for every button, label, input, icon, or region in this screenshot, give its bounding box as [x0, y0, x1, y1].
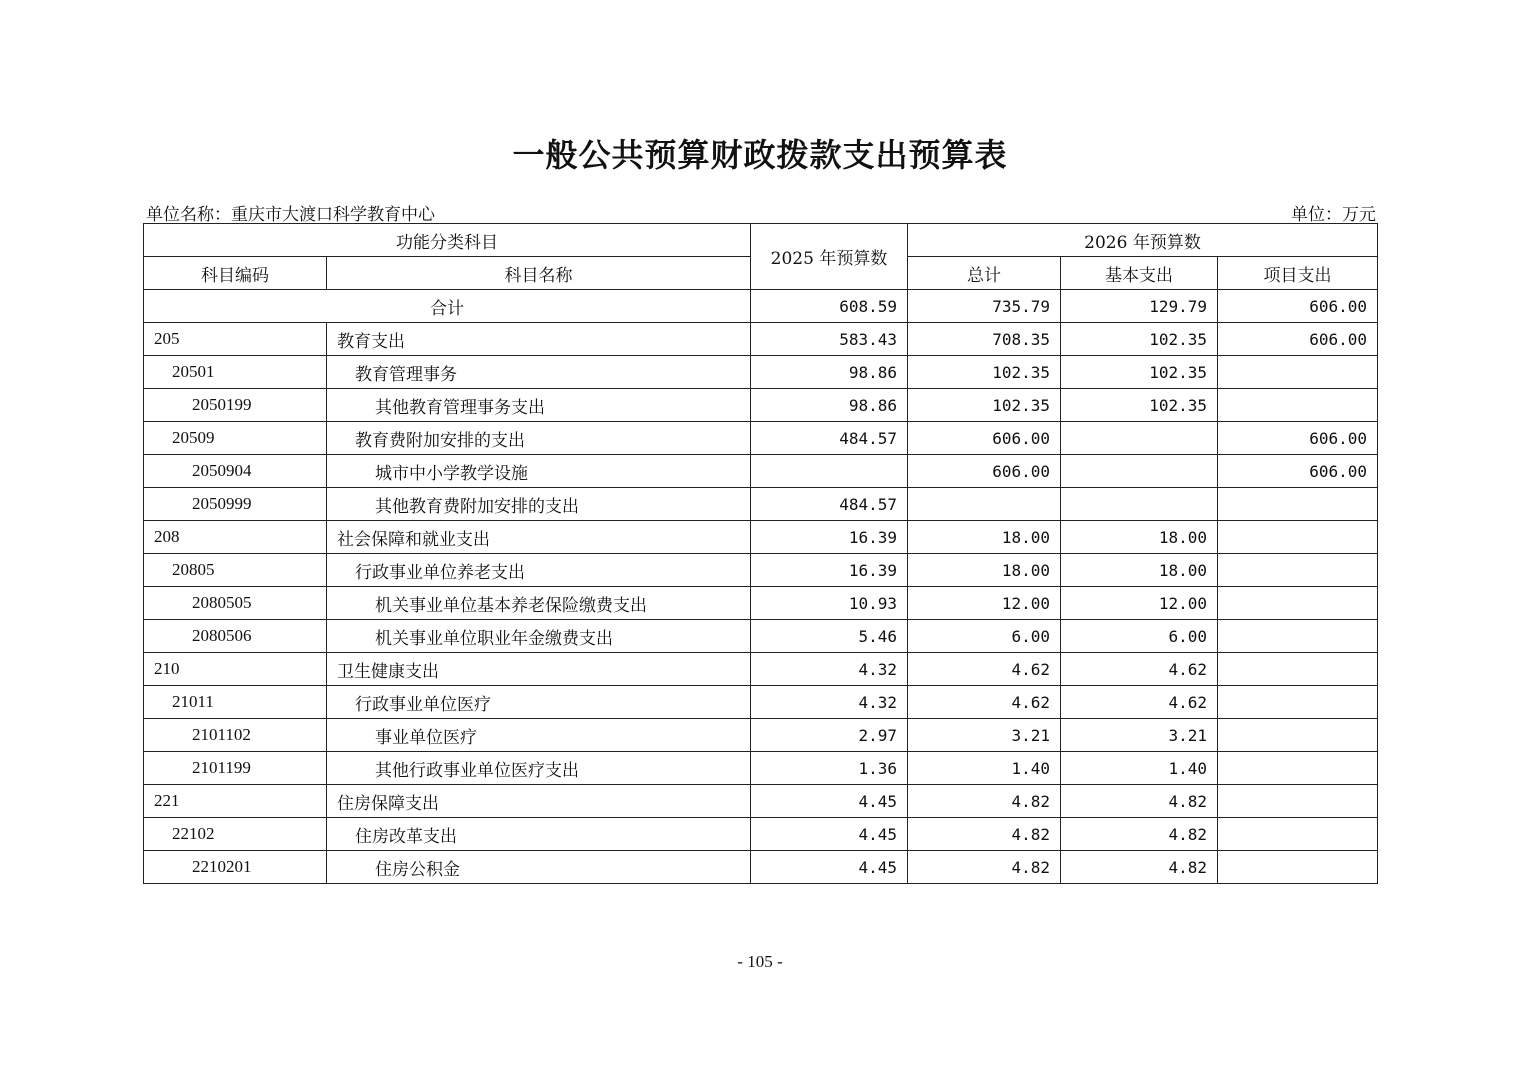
row-code: 208	[144, 521, 327, 554]
row-project	[1218, 389, 1378, 422]
row-b2025: 16.39	[751, 554, 908, 587]
total-project: 606.00	[1218, 290, 1378, 323]
row-code: 2050999	[144, 488, 327, 521]
row-total: 4.62	[908, 686, 1061, 719]
row-name: 住房公积金	[327, 851, 751, 884]
row-basic: 18.00	[1061, 554, 1218, 587]
row-project	[1218, 653, 1378, 686]
row-code: 20805	[144, 554, 327, 587]
table-row	[144, 488, 1378, 521]
row-code: 2210201	[144, 851, 327, 884]
row-project	[1218, 686, 1378, 719]
row-name: 教育支出	[327, 323, 751, 356]
table-row	[144, 752, 1378, 785]
row-project	[1218, 851, 1378, 884]
total-b2025: 608.59	[751, 290, 908, 323]
row-project	[1218, 488, 1378, 521]
row-code: 2080506	[144, 620, 327, 653]
unit-label: 单位：万元	[1291, 205, 1376, 225]
row-basic: 4.62	[1061, 653, 1218, 686]
row-b2025	[751, 455, 908, 488]
row-basic: 6.00	[1061, 620, 1218, 653]
row-project	[1218, 356, 1378, 389]
row-total: 606.00	[908, 455, 1061, 488]
header-project: 项目支出	[1218, 257, 1378, 290]
row-total: 4.82	[908, 851, 1061, 884]
total-label: 合计	[144, 290, 751, 323]
header-budget-2025: 2025 年预算数	[751, 224, 908, 290]
table-row	[144, 686, 1378, 719]
row-project: 606.00	[1218, 422, 1378, 455]
row-total: 708.35	[908, 323, 1061, 356]
table-row	[144, 422, 1378, 455]
row-project	[1218, 521, 1378, 554]
row-basic: 4.82	[1061, 851, 1218, 884]
row-project	[1218, 719, 1378, 752]
row-b2025: 98.86	[751, 389, 908, 422]
row-name: 行政事业单位医疗	[327, 686, 751, 719]
row-basic: 102.35	[1061, 356, 1218, 389]
table-row	[144, 785, 1378, 818]
row-total: 18.00	[908, 521, 1061, 554]
row-total: 18.00	[908, 554, 1061, 587]
row-code: 2050199	[144, 389, 327, 422]
row-name: 住房保障支出	[327, 785, 751, 818]
row-b2025: 4.45	[751, 785, 908, 818]
row-b2025: 2.97	[751, 719, 908, 752]
row-total: 102.35	[908, 356, 1061, 389]
table-row	[144, 653, 1378, 686]
row-total	[908, 488, 1061, 521]
row-b2025: 1.36	[751, 752, 908, 785]
row-name: 教育费附加安排的支出	[327, 422, 751, 455]
page-number: - 105 -	[737, 952, 783, 971]
row-code: 205	[144, 323, 327, 356]
row-name: 教育管理事务	[327, 356, 751, 389]
row-total: 4.82	[908, 818, 1061, 851]
row-basic: 3.21	[1061, 719, 1218, 752]
row-code: 20509	[144, 422, 327, 455]
row-code: 20501	[144, 356, 327, 389]
row-name: 城市中小学教学设施	[327, 455, 751, 488]
row-basic: 4.82	[1061, 785, 1218, 818]
table-row	[144, 323, 1378, 356]
header-name: 科目名称	[327, 257, 751, 290]
row-code: 21011	[144, 686, 327, 719]
total-total: 735.79	[908, 290, 1061, 323]
row-basic: 4.62	[1061, 686, 1218, 719]
unit-name: 单位名称：重庆市大渡口科学教育中心	[146, 205, 435, 225]
row-total: 1.40	[908, 752, 1061, 785]
table-row	[144, 719, 1378, 752]
row-code: 221	[144, 785, 327, 818]
row-basic	[1061, 422, 1218, 455]
row-total: 12.00	[908, 587, 1061, 620]
row-code: 2101199	[144, 752, 327, 785]
table-row	[144, 620, 1378, 653]
row-b2025: 98.86	[751, 356, 908, 389]
row-basic: 102.35	[1061, 323, 1218, 356]
row-total: 4.62	[908, 653, 1061, 686]
table-row	[144, 521, 1378, 554]
table-row	[144, 455, 1378, 488]
row-name: 机关事业单位基本养老保险缴费支出	[327, 587, 751, 620]
row-name: 其他教育费附加安排的支出	[327, 488, 751, 521]
row-name: 事业单位医疗	[327, 719, 751, 752]
row-basic	[1061, 488, 1218, 521]
row-code: 210	[144, 653, 327, 686]
header-basic: 基本支出	[1061, 257, 1218, 290]
row-basic: 12.00	[1061, 587, 1218, 620]
table-row	[144, 356, 1378, 389]
row-b2025: 16.39	[751, 521, 908, 554]
total-row	[144, 290, 1378, 323]
row-project	[1218, 620, 1378, 653]
header-total: 总计	[908, 257, 1061, 290]
total-basic: 129.79	[1061, 290, 1218, 323]
row-project	[1218, 752, 1378, 785]
budget-table	[143, 223, 1378, 884]
header-code: 科目编码	[144, 257, 327, 290]
row-name: 其他行政事业单位医疗支出	[327, 752, 751, 785]
row-name: 行政事业单位养老支出	[327, 554, 751, 587]
row-code: 2050904	[144, 455, 327, 488]
table-row	[144, 554, 1378, 587]
row-b2025: 5.46	[751, 620, 908, 653]
row-code: 2101102	[144, 719, 327, 752]
row-name: 住房改革支出	[327, 818, 751, 851]
row-basic	[1061, 455, 1218, 488]
row-name: 机关事业单位职业年金缴费支出	[327, 620, 751, 653]
row-b2025: 4.45	[751, 818, 908, 851]
row-code: 2080505	[144, 587, 327, 620]
document-title: 一般公共预算财政拨款支出预算表	[512, 136, 1008, 174]
row-name: 其他教育管理事务支出	[327, 389, 751, 422]
table-row	[144, 587, 1378, 620]
row-project	[1218, 785, 1378, 818]
table-row	[144, 818, 1378, 851]
row-total: 3.21	[908, 719, 1061, 752]
row-basic: 1.40	[1061, 752, 1218, 785]
row-project	[1218, 818, 1378, 851]
row-b2025: 484.57	[751, 422, 908, 455]
row-basic: 18.00	[1061, 521, 1218, 554]
row-total: 4.82	[908, 785, 1061, 818]
row-b2025: 583.43	[751, 323, 908, 356]
row-project	[1218, 587, 1378, 620]
table-row	[144, 389, 1378, 422]
row-project: 606.00	[1218, 455, 1378, 488]
row-basic: 102.35	[1061, 389, 1218, 422]
row-b2025: 4.45	[751, 851, 908, 884]
row-b2025: 4.32	[751, 686, 908, 719]
row-name: 社会保障和就业支出	[327, 521, 751, 554]
row-total: 102.35	[908, 389, 1061, 422]
row-basic: 4.82	[1061, 818, 1218, 851]
row-b2025: 484.57	[751, 488, 908, 521]
row-total: 6.00	[908, 620, 1061, 653]
row-total: 606.00	[908, 422, 1061, 455]
row-name: 卫生健康支出	[327, 653, 751, 686]
header-budget-2026: 2026 年预算数	[908, 224, 1378, 257]
header-row-1	[144, 224, 1378, 257]
row-project: 606.00	[1218, 323, 1378, 356]
row-code: 22102	[144, 818, 327, 851]
row-project	[1218, 554, 1378, 587]
row-b2025: 4.32	[751, 653, 908, 686]
row-b2025: 10.93	[751, 587, 908, 620]
table-row	[144, 851, 1378, 884]
header-func-class: 功能分类科目	[144, 224, 751, 257]
